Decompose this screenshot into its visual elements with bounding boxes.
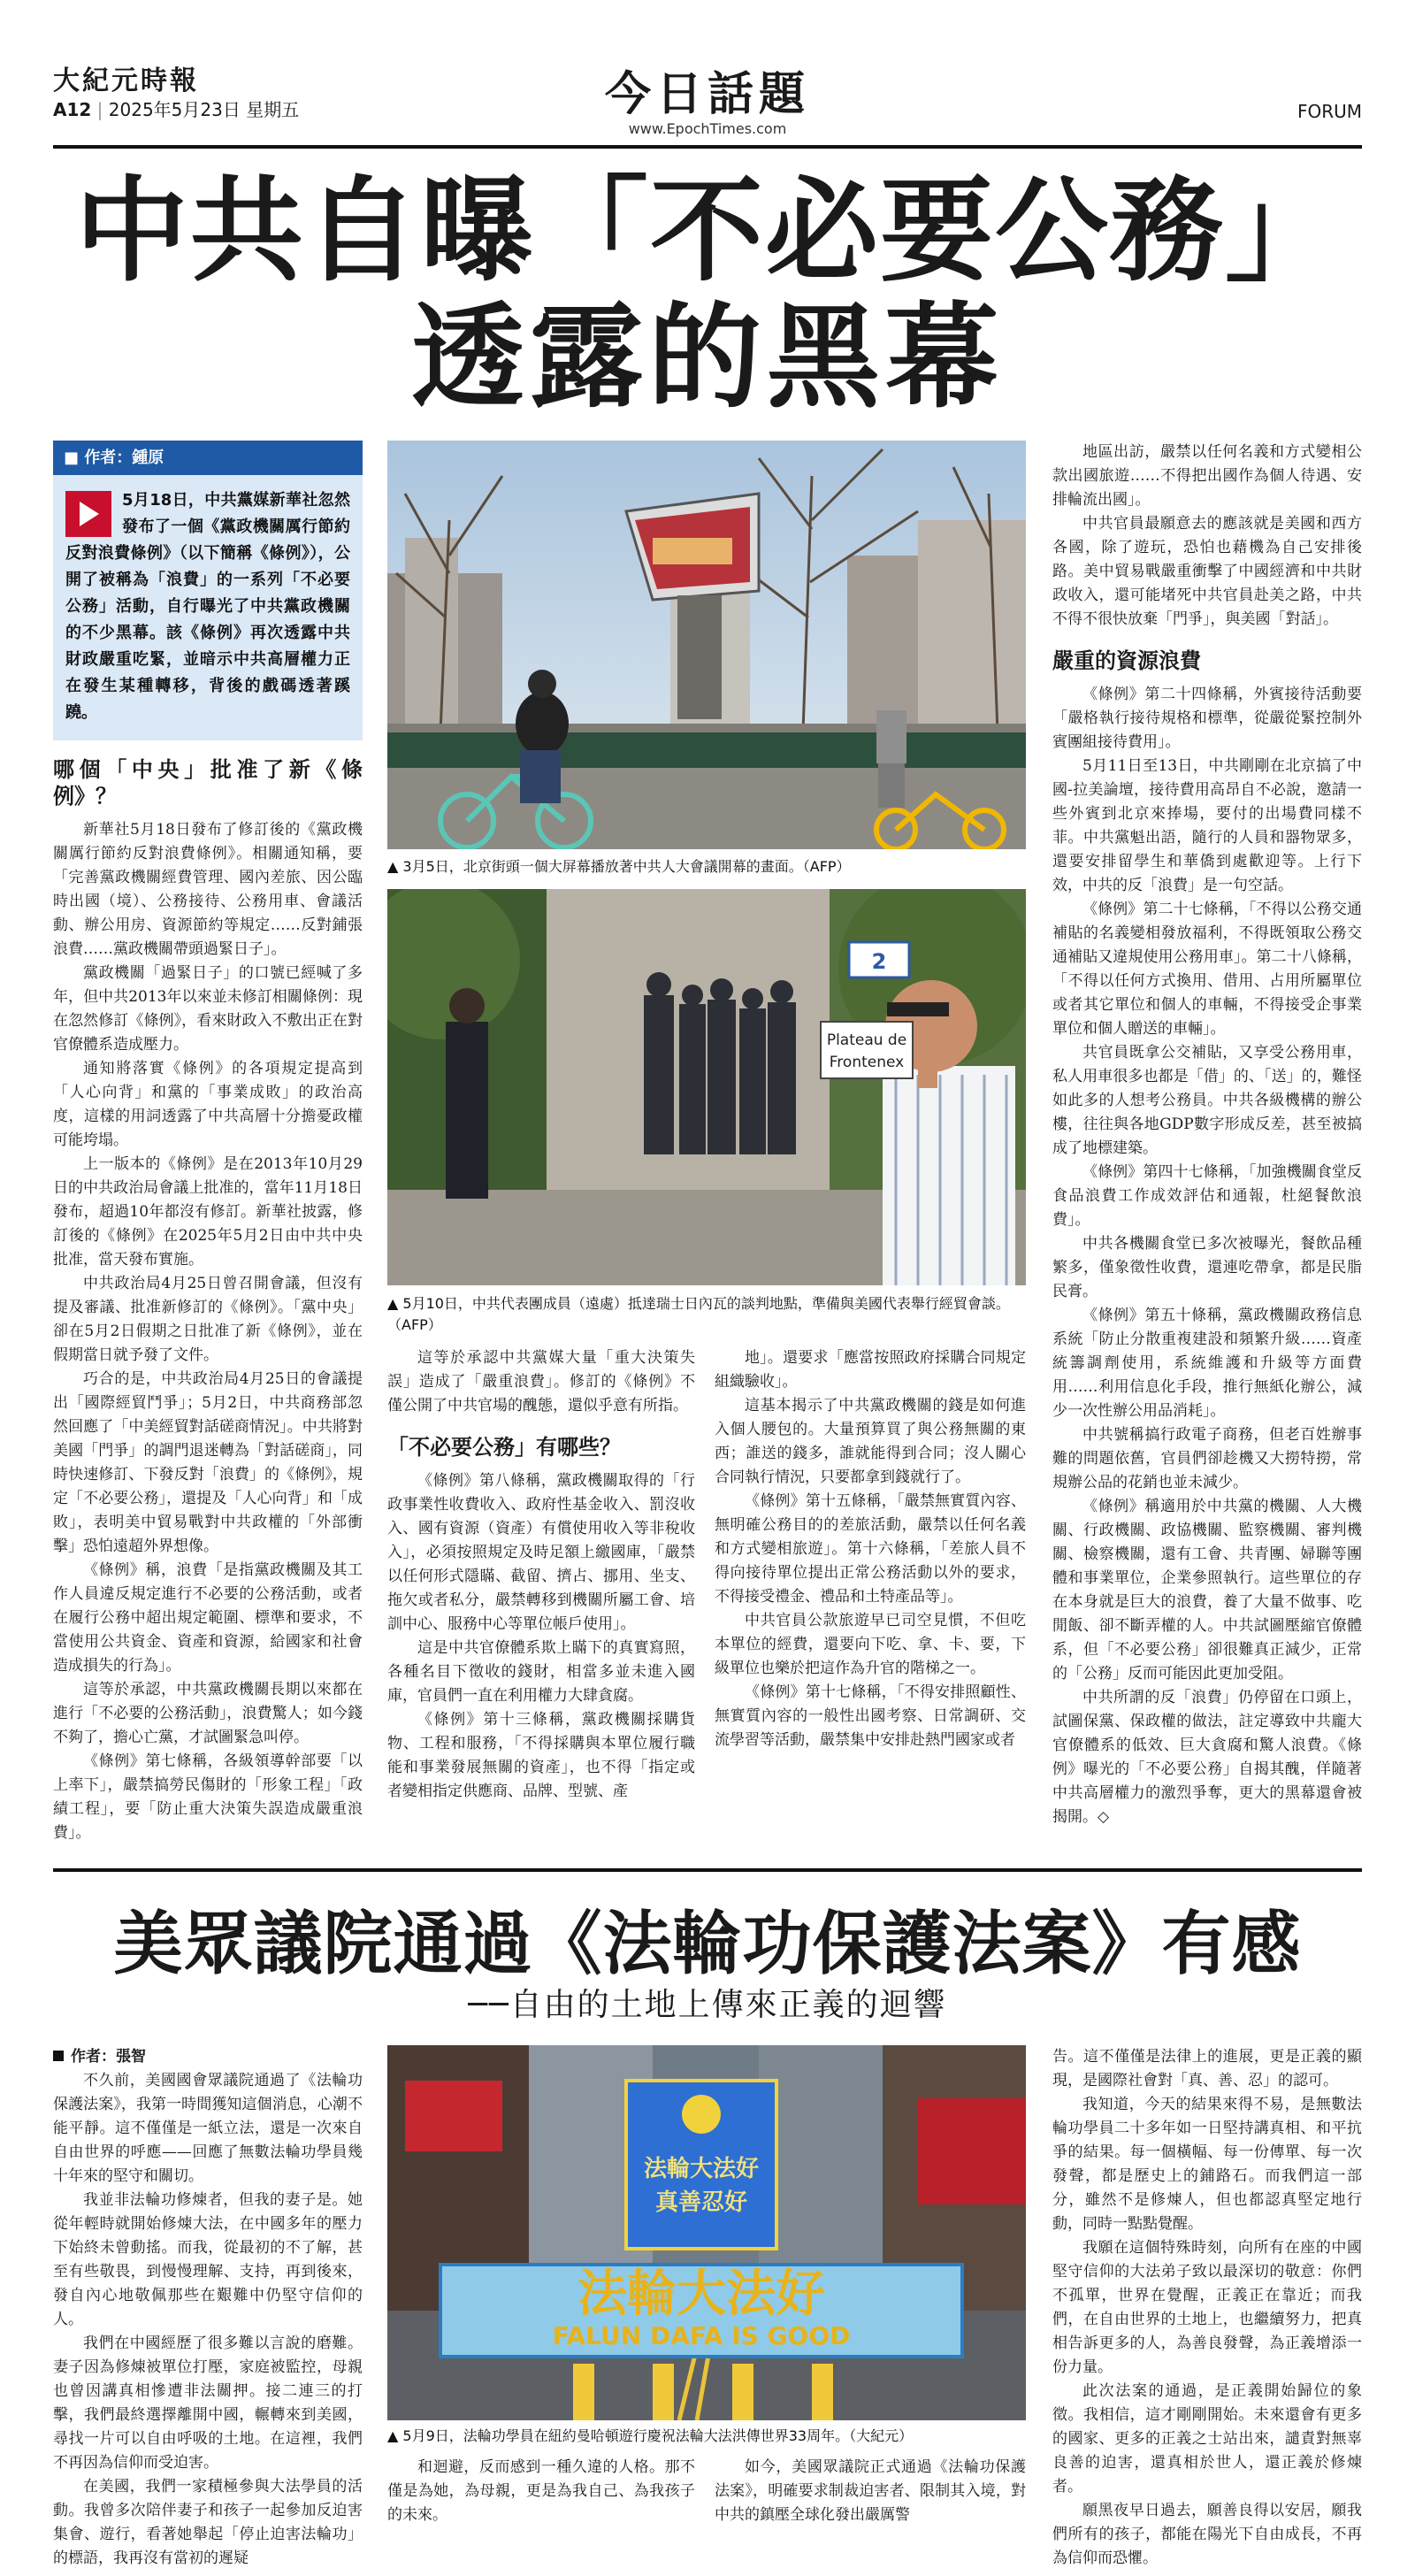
paragraph: 《條例》稱適用於中共黨的機關、人大機關、行政機關、政協機關、監察機關、審判機關、檢察機關，還有工會、共青團、婦聯等團體和事業單位，企業參照執行。這些單位的存在本身就是巨大的浪費，養了大量不做事、吃閒飯、卻不斷弄權的人。中共試圖壓縮官僚體系，但「不必要公務」卻很難真正減少，正常的「公務」反而可能因此更加受阻。: [1052, 1498, 1362, 1683]
banner-main-text: 法輪大法好: [577, 2266, 825, 2323]
article1-column-1: [53, 441, 363, 1845]
paragraph: 黨政機關「過緊日子」的口號已經喊了多年，但中共2013年以來並未修訂相關條例：現在忽然修訂《條例》，看來財政入不敷出正在對官僚體系造成壓力。: [53, 964, 363, 1054]
author-name: 作者：張智: [71, 2048, 146, 2066]
play-arrow-icon: [65, 491, 111, 537]
paragraph: 中共各機關食堂已多次被曝光，餐飲品種繁多，僅象徵性收費，還連吃帶拿，都是民脂民膏。: [1052, 1235, 1362, 1300]
author-byline: ■ 作者：鍾原: [53, 441, 363, 475]
paragraph: 我願在這個特殊時刻，向所有在座的中國堅守信仰的大法弟子致以最深切的敬意：你們不孤單，世界在覺醒，正義正在靠近；而我們，在自由世界的土地上，也繼續努力，把真相告訴更多的人，為善良發聲，為正義增添一份力量。: [1052, 2239, 1362, 2376]
paragraph: 《條例》第二十七條稱，「不得以公務交通補貼的名義變相發放福利，不得既領取公務交通補貼又違規使用公務用車」。第二十八條稱，「不得以任何方式換用、借用、占用所屬單位或者其它單位和個人的車輛，不得接受企事業單位和個人贈送的車輛」。: [1052, 901, 1362, 1038]
main-headline: [53, 165, 1362, 425]
photo-street-sign-1: Plateau de: [826, 1031, 907, 1049]
paragraph: 此次法案的通過，是正義開始歸位的象徵。我相信，這才剛剛開始。未來還會有更多的國家、更多的正義之士站出來，譴責對無辜良善的迫害，還真相於世人，還正義於修煉者。: [1052, 2382, 1362, 2496]
banner-upper-text-1: 法輪大法好: [643, 2156, 760, 2182]
paragraph: 《條例》第五十條稱，黨政機關政務信息系統「防止分散重複建設和頻繁升級……資產統籌調劑使用，系統維護和升級等方面費用……利用信息化手段，推行無紙化辦公，減少一次性辦公用品消耗」。: [1052, 1307, 1362, 1420]
banner-main-text-en: FALUN DAFA IS GOOD: [552, 2321, 851, 2350]
author-byline-2: [53, 2045, 363, 2069]
paragraph: 《條例》第十三條稱，黨政機關採購貨物、工程和服務，「不得採購與本單位履行職能和事業發展無關的資產」，也不得「指定或者變相指定供應商、品牌、型號、產: [387, 1711, 695, 1800]
paragraph: 《條例》第八條稱，黨政機關取得的「行政事業性收費收入、政府性基金收入、罰沒收入、國有資源（資產）有償使用收入等非稅收入」，必須按照規定及時足額上繳國庫，「嚴禁以任何形式隱瞞、截留、擠占、挪用、坐支、拖欠或者私分，嚴禁轉移到機關所屬工會、培訓中心、服務中心等單位帳戶使用」。: [387, 1472, 695, 1633]
paragraph: 和迴避，反而感到一種久違的人格。那不僅是為她，為母親，更是為我自己、為我孩子的未來。: [387, 2458, 695, 2524]
article1-column-2: [387, 1346, 695, 1804]
paragraph: 中共官員公款旅遊早已司空見慣，不但吃本單位的經費，還要向下吃、拿、卡、要，下級單位也樂於把這作為升官的階梯之一。: [715, 1612, 1026, 1677]
subhead-3: 嚴重的資源浪費: [1052, 648, 1201, 673]
paragraph: 我並非法輪功修煉者，但我的妻子是。她從年輕時就開始修煉大法，在中國多年的壓力下始終未曾動搖。而我，從最初的不了解，甚至有些敬畏，到慢慢理解、支持，再到後來，發自內心地敬佩那些在艱難中仍堅守信仰的人。: [53, 2191, 363, 2328]
lead-summary: [53, 475, 363, 740]
photo-street-sign-2: Frontenex: [829, 1054, 905, 1071]
paragraph: 共官員既拿公交補貼，又享受公務用車，私人用車很多也都是「借」的、「送」的，難怪如此多的人想考公務員。中共各級機構的辦公樓，往往與各地GDP數字形成反差，甚至被搞成了地標建築。: [1052, 1044, 1362, 1157]
photo-caption-3: ▲ 5月9日，法輪功學員在紐約曼哈頓遊行慶祝法輪大法洪傳世界33周年。（大紀元）: [387, 2427, 914, 2444]
paragraph: 通知將落實《條例》的各項規定提高到「人心向背」和黨的「事業成敗」的政治高度，這樣的用詞透露了中共高層十分擔憂政權可能垮塌。: [53, 1060, 363, 1149]
subhead-1: 哪個「中央」批准了新《條例》？: [53, 757, 363, 809]
photo-sign-number: 2: [871, 949, 887, 974]
site-url: www.EpochTimes.com: [628, 120, 787, 137]
paragraph: 《條例》第四十七條稱，「加強機關食堂反食品浪費工作成效評估和通報，杜絕餐飲浪費」。: [1052, 1163, 1362, 1229]
banner-upper-text-2: 真善忍好: [654, 2189, 748, 2216]
page-number: A12: [53, 99, 92, 120]
paragraph: 告。這不僅僅是法律上的進展，更是正義的顯現，是國際社會對「真、善、忍」的認可。: [1052, 2048, 1362, 2089]
section-title: 今日話題: [604, 68, 810, 121]
article2-column-2: [387, 2456, 695, 2527]
section-label-en: FORUM: [1296, 101, 1362, 122]
article-divider: [53, 1868, 1362, 1872]
article1-column-4: [1052, 441, 1362, 1829]
paragraph: 在美國，我們一家積極參與大法學員的活動。我曾多次陪伴妻子和孩子一起參加反迫害集會、遊行，看著她舉起「停止迫害法輪功」的標語，我再沒有當初的遲疑: [53, 2478, 363, 2567]
paragraph: 我們在中國經歷了很多難以言說的磨難。妻子因為修煉被單位打壓，家庭被監控，母親也曾因講真相慘遭非法關押。接二連三的打擊，我們最終選擇離開中國，輾轉來到美國，尋找一片可以自由呼吸的土地。在這裡，我們不再因為信仰而受迫害。: [53, 2334, 363, 2472]
paragraph: 這基本揭示了中共黨政機關的錢是如何進入個人腰包的。大量預算買了與公務無關的東西；誰送的錢多，誰就能得到合同；沒人關心合同執行情況，只要都拿到錢就行了。: [715, 1397, 1026, 1486]
headline-line-1: 中共自曝「不必要公務」: [74, 165, 1340, 297]
paragraph: 中共官員最願意去的應該就是美國和西方各國，除了遊玩，恐怕也藉機為自己安排後路。美中貿易戰嚴重衝擊了中國經濟和中共財政收入，還可能堵死中共官員赴美之路，中共不得不很快放棄「門爭」，與美國「對話」。: [1052, 515, 1362, 628]
lead-text: 5月18日，中共黨媒新華社忽然發布了一個《黨政機關厲行節約反對浪費條例》（以下簡稱《條例》），公開了被稱為「浪費」的一系列「不必要公務」活動，自行曝光了中共黨政機關的不少黑幕。該《條例》再次透露中共財政嚴重吃緊，並暗示中共高層權力正在發生某種轉移，背後的戲碼透著蹊蹺。: [65, 491, 350, 722]
subhead-2: 「不必要公務」有哪些？: [387, 1435, 621, 1460]
headline-line-2: 透露的黑幕: [410, 292, 1004, 425]
paragraph: 地」。還要求「應當按照政府採購合同規定組織驗收」。: [715, 1349, 1026, 1391]
article2-column-3: [715, 2456, 1026, 2527]
newspaper-logo: 大紀元時報: [53, 65, 199, 96]
paragraph: 《條例》第七條稱，各級領導幹部要「以上率下」，嚴禁搞勞民傷財的「形象工程」「政績工程」，要「防止重大決策失誤造成嚴重浪費」。: [53, 1752, 363, 1842]
paragraph: 《條例》第二十四條稱，外賓接待活動要「嚴格執行接待規格和標準，從嚴從緊控制外賓團組接待費用」。: [1052, 686, 1362, 751]
paragraph: 這是中共官僚體系欺上瞞下的真實寫照，各種名目下徵收的錢財，相當多並未進入國庫，官員們一直在利用權力大肆貪腐。: [387, 1639, 695, 1705]
paragraph: 上一版本的《條例》是在2013年10月29日的中共政治局會議上批准的，當年11月18日發布，超過10年都沒有修訂。新華社披露，修訂後的《條例》在2025年5月2日由中共中央批准，當天發布實施。: [53, 1155, 363, 1269]
photo-geneva-delegation: [387, 889, 1026, 1285]
square-bullet-icon: [53, 2051, 64, 2061]
paragraph: 巧合的是，中共政治局4月25日的會議提出「國際經貿鬥爭」；5月2日，中共商務部忽然回應了「中美經貿對話磋商情況」。中共將對美國「門爭」的調門退迷轉為「對話磋商」，同時快速修訂、下發反對「浪費」的《條例》，規定「不必要公務」，還提及「人心向背」和「成敗」，表明美中貿易戰對中共政權的「外部衝擊」恐怕遠超外界想像。: [53, 1370, 363, 1555]
paragraph: 中共號稱搞行政電子商務，但老百姓辦事難的問題依舊，官員們卻趁機又大撈特撈，常規辦公品的花銷也並未減少。: [1052, 1426, 1362, 1491]
issue-date: 2025年5月23日 星期五: [108, 99, 300, 120]
paragraph: 《條例》稱，浪費「是指黨政機關及其工作人員違反規定進行不必要的公務活動，或者在履行公務中超出規定範圍、標準和要求，不當使用公共資金、資產和資源，給國家和社會造成損失的行為」。: [53, 1561, 363, 1675]
paragraph: 如今，美國眾議院正式通過《法輪功保護法案》，明確要求制裁迫害者、限制其入境，對中共的鎮壓全球化發出嚴厲警: [715, 2458, 1026, 2524]
paragraph: 新華社5月18日發布了修訂後的《黨政機關厲行節約反對浪費條例》。相關通知稱，要「完善黨政機關經費管理、國內差旅、因公臨時出國（境）、公務接待、公務用車、會議活動、辦公用房、資源節約等規定……反對鋪張浪費……黨政機關帶頭過緊日子」。: [53, 821, 363, 958]
masthead: [53, 51, 1362, 149]
photo-falun-parade: [387, 2045, 1026, 2420]
paragraph: 《條例》第十五條稱，「嚴禁無實質內容、無明確公務目的的差旅活動，嚴禁以任何名義和方式變相旅遊」。第十六條稱，「差旅人員不得向接待單位提出正常公務活動以外的要求，不得接受禮金、禮品和土特產品等」。: [715, 1492, 1026, 1606]
page-date-line: A12 | 2025年5月23日 星期五: [53, 99, 300, 120]
paragraph: 5月11日至13日，中共剛剛在北京搞了中國-拉美論壇，接待費用高昂自不必說，邀請一些外賓到北京來捧場，要付的出場費同樣不菲。中共黨魁出語，隨行的人員和器物眾多，還要安排留學生和華僑到處歡迎等。上行下效，中共的反「浪費」是一句空話。: [1052, 757, 1362, 894]
paragraph: 不久前，美國國會眾議院通過了《法輪功保護法案》，我第一時間獲知這個消息，心潮不能平靜。這不僅僅是一紙立法，還是一次來自自由世界的呼應——回應了無數法輪功學員幾十年來的堅守和關切。: [53, 2072, 363, 2185]
paragraph: 《條例》第十七條稱，「不得安排照顧性、無實質內容的一般性出國考察、日常調研、交流學習等活動，嚴禁集中安排赴熱門國家或者: [715, 1683, 1026, 1749]
photo-caption-2: ▲ 5月10日，中共代表團成員（遠處）抵達瑞士日內瓦的談判地點，準備與美國代表舉行經貿會談。（AFP）: [387, 1295, 1010, 1333]
paragraph: 願黑夜早日過去，願善良得以安居，願我們所有的孩子，都能在陽光下自由成長，不再為信仰而恐懼。: [1052, 2502, 1362, 2567]
article1-column-3: [715, 1346, 1026, 1752]
photo-beijing-screen: [387, 441, 1026, 849]
second-headline: 美眾議院通過《法輪功保護法案》有感: [113, 1905, 1302, 1984]
paragraph: 中共政治局4月25日曾召開會議，但沒有提及審議、批准新修訂的《條例》。「黨中央」卻在5月2日假期之日批准了新《條例》，並在假期當日就予發了文件。: [53, 1275, 363, 1364]
paragraph: 我知道，今天的結果來得不易，是無數法輪功學員二十多年如一日堅持講真相、和平抗爭的結果。每一個橫幅、每一份傳單、每一次發聲，都是歷史上的鋪路石。而我們這一部分，雖然不是修煉人，但也都認真堅定地行動，同時一點點覺醒。: [1052, 2096, 1362, 2233]
photo-caption-1: ▲ 3月5日，北京街頭一個大屏幕播放著中共人大會議開幕的畫面。（AFP）: [387, 858, 851, 875]
second-subtitle: ──自由的土地上傳來正義的迴響: [468, 1987, 947, 2023]
paragraph: 地區出訪，嚴禁以任何名義和方式變相公款出國旅遊……不得把出國作為個人待遇、安排輪流出國」。: [1052, 443, 1362, 509]
paragraph: 中共所謂的反「浪費」仍停留在口頭上，試圖保黨、保政權的做法，註定導致中共龐大官僚體系的低效、巨大貪腐和驚人浪費。《條例》曝光的「不必要公務」自揭其醜，佯隨著中共高層權力的激烈爭奪，更大的黑幕還會被揭開。◇: [1052, 1689, 1362, 1826]
paragraph: 這等於承認，中共黨政機關長期以來都在進行「不必要的公務活動」，浪費驚人；如今錢不夠了，擔心亡黨，才試圖緊急叫停。: [53, 1681, 363, 1746]
article2-column-1: [53, 2045, 363, 2571]
paragraph: 這等於承認中共黨媒大量「重大決策失誤」造成了「嚴重浪費」。修訂的《條例》不僅公開了中共官場的醜態，還似乎意有所指。: [387, 1349, 695, 1414]
article2-column-4: [1052, 2045, 1362, 2571]
